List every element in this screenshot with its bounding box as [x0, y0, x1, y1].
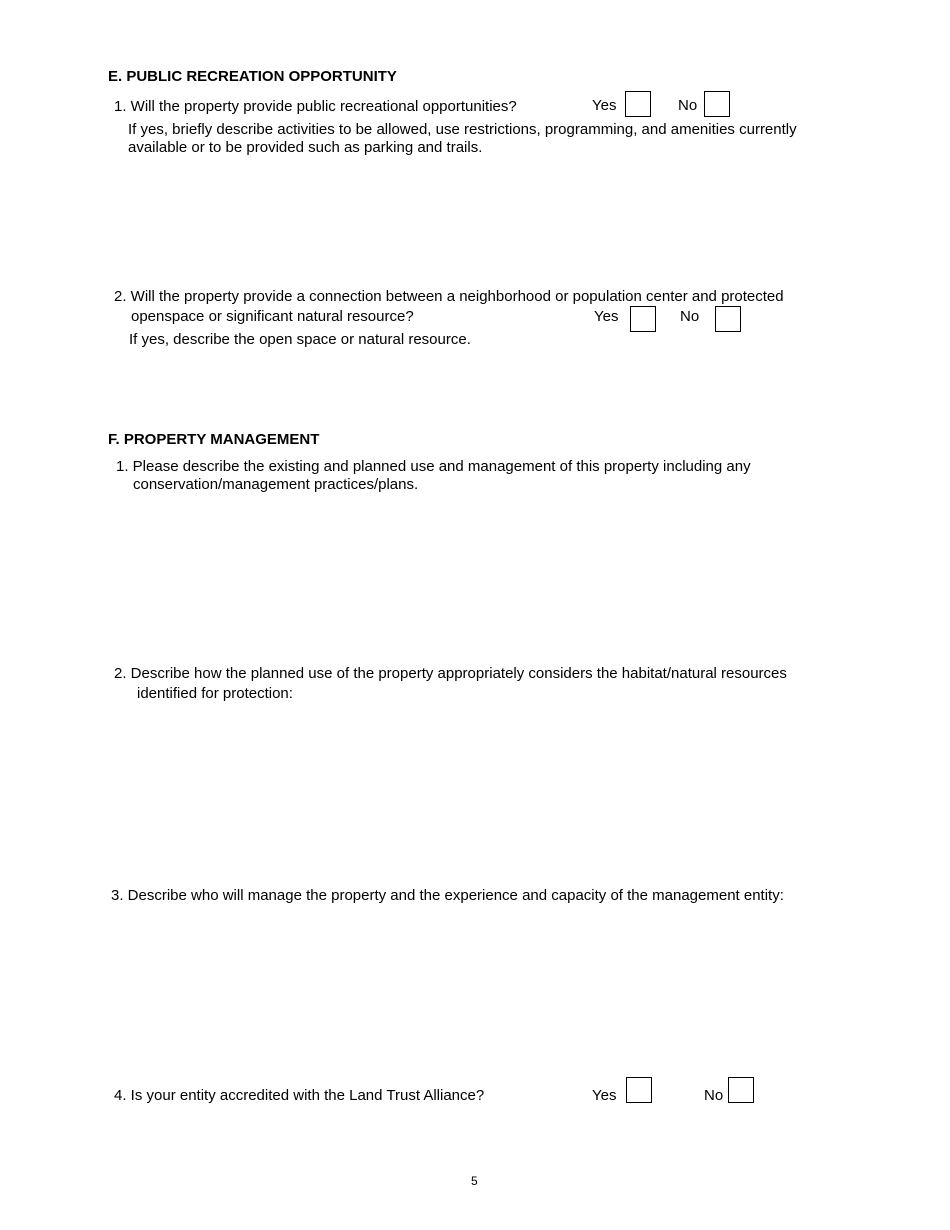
section-e-q2-line1: 2. Will the property provide a connection between a neighborhood or population center and protected: [114, 288, 784, 305]
section-e-heading: E. PUBLIC RECREATION OPPORTUNITY: [108, 68, 397, 85]
section-e-q2-no-label: No: [680, 308, 700, 325]
section-e-q1-no-checkbox[interactable]: [704, 91, 730, 117]
section-e-q1-detail-line2: available or to be provided such as parking and trails.: [128, 139, 483, 156]
section-f-q4-question: 4. Is your entity accredited with the Land Trust Alliance?: [114, 1087, 485, 1104]
section-e-q1-no-label: No: [678, 97, 698, 114]
section-f-q4-no-label: No: [704, 1087, 724, 1104]
page-number: 5: [471, 1174, 478, 1188]
section-f-q1-line1: 1. Please describe the existing and planned use and management of this property including any: [116, 458, 751, 475]
section-f-q2-line1: 2. Describe how the planned use of the property appropriately considers the habitat/natural resources: [114, 665, 787, 682]
section-f-q4-no-checkbox[interactable]: [728, 1077, 754, 1103]
section-e-q2-no-checkbox[interactable]: [715, 306, 741, 332]
section-e-q2-line2: openspace or significant natural resource?: [131, 308, 414, 325]
section-e-q1-detail-line1: If yes, briefly describe activities to be allowed, use restrictions, programming, and amenities currently: [128, 121, 797, 138]
section-e-q1-question: 1. Will the property provide public recreational opportunities?: [114, 98, 517, 115]
section-f-q4-yes-checkbox[interactable]: [626, 1077, 652, 1103]
section-e-q2-detail: If yes, describe the open space or natural resource.: [129, 331, 471, 348]
section-e-q2-yes-label: Yes: [594, 308, 619, 325]
section-f-q1-line2: conservation/management practices/plans.: [133, 476, 419, 493]
section-f-q2-line2: identified for protection:: [137, 685, 293, 702]
section-f-q3-line1: 3. Describe who will manage the property and the experience and capacity of the management entity:: [111, 887, 784, 904]
section-e-q2-yes-checkbox[interactable]: [630, 306, 656, 332]
section-f-heading: F. PROPERTY MANAGEMENT: [108, 431, 320, 448]
section-e-q1-yes-checkbox[interactable]: [625, 91, 651, 117]
section-f-q4-yes-label: Yes: [592, 1087, 617, 1104]
section-e-q1-yes-label: Yes: [592, 97, 617, 114]
